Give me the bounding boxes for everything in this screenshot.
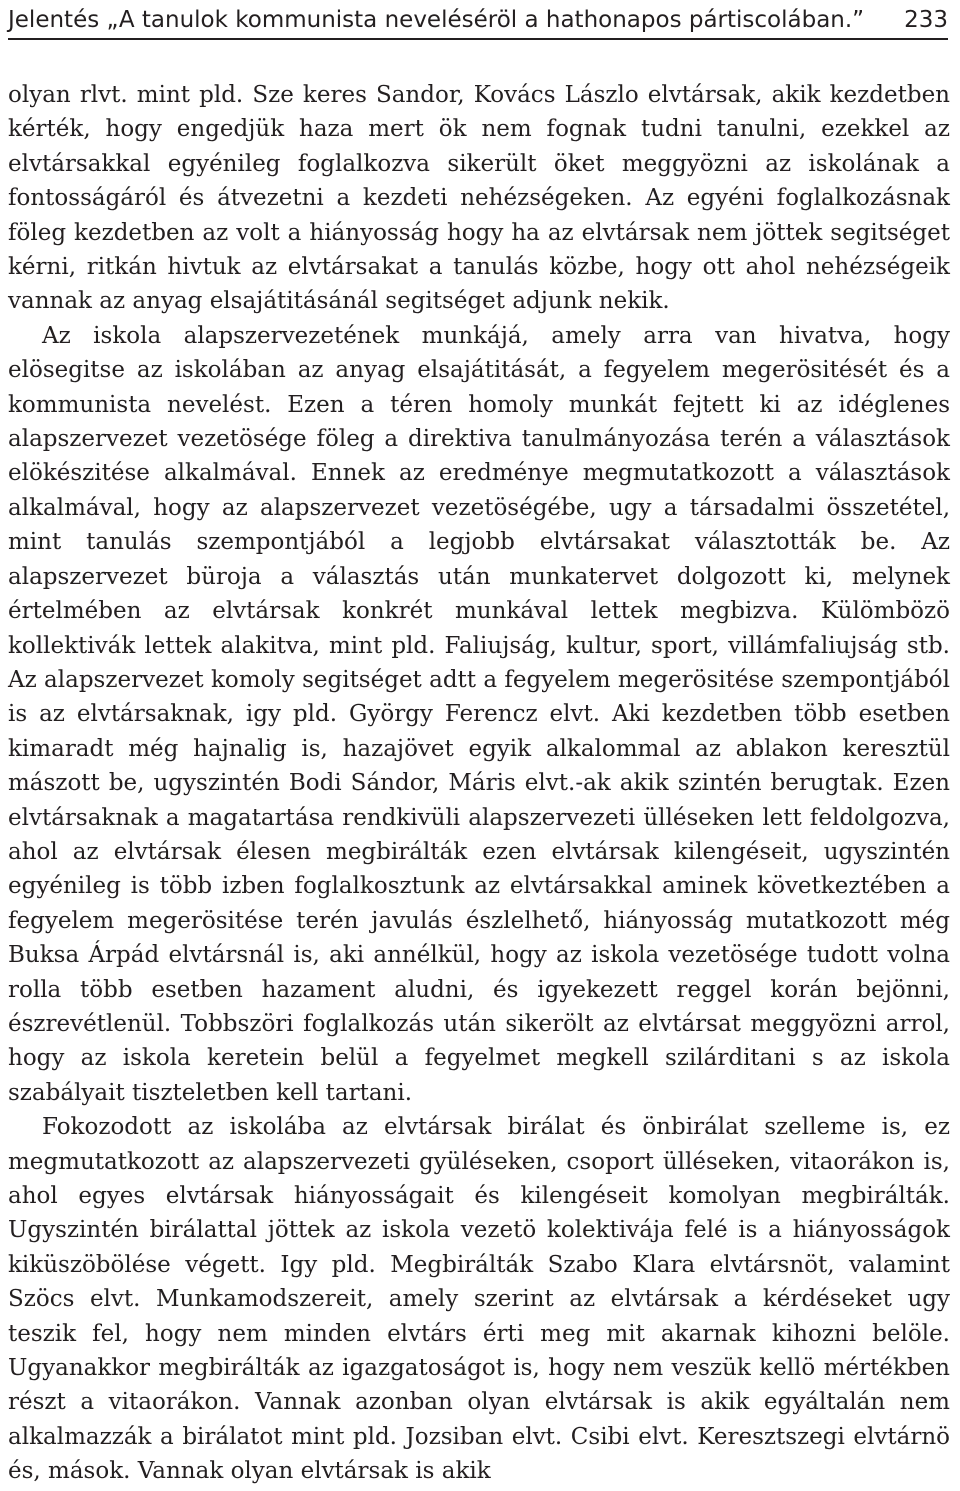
paragraph: Fokozodott az iskolába az elvtársak birálat és önbirálat szelleme is, ez megmutatkozott az alapszervezeti gyüléseken, csoport ülléseken, vitaorákon is, ahol egyes elvtársak hiányosságait és kilengéseit komolyan megbirálták. Ugyszintén birálattal jöttek az iskola vezetö kolektivája felé is a hiányosságok kiküszöbölése végett. Igy pld. Megbirálták Szabo Klara elvtársnöt, valamint Szöcs elvt. Munkamodszereit, amely szerint az elvtársak a kérdéseket ugy teszik fel, hogy nem minden elvtárs érti meg mit akarnak kihozni belöle. Ugyanakkor megbirálták az igazgatoságot is, hogy nem veszük kellö mértékben részt a vitaorákon. Vannak azonban olyan elvtársak is akik egyáltalán nem alkalmazzák a birálatot mint pld. Jozsiban elvt. Csibi elvt. Keresztszegi elvtárnö és, mások. Vannak olyan elvtársak is akik — [8, 1114, 950, 1485]
page-number: 233 — [904, 7, 948, 33]
paragraph-continued: olyan rlvt. mint pld. Sze keres Sandor, Kovács Lászlo elvtársak, akik kezdetben kérték, hogy engedjük haza mert ök nem fognak tudni tanulni, ezekkel az elvtársakkal egyénileg foglalkozva sikerült öket meggyözni az iskolának a fontosságáról és átvezetni a kezdeti nehézségeken. Az egyéni foglalkozásnak föleg kezdetben az volt a hiányosság hogy ha az elvtársak nem jöttek segitséget kérni, ritkán hivtuk az elvtársakat a tanulás közbe, hogy ott ahol nehézségeik vannak az anyag elsajátitásánál segitséget adjunk nekik. — [8, 82, 950, 315]
running-title: Jelentés „A tanulok kommunista neveléséröl a hathonapos pártiscolában.” — [8, 7, 865, 33]
body-text — [8, 78, 950, 1489]
paragraph: Az iskola alapszervezetének munkájá, amely arra van hivatva, hogy elösegitse az iskolában az anyag elsajátitását, a fegyelem megerösitését és a kommunista nevelést. Ezen a téren homoly munkát fejtett ki az idéglenes alapszervezet vezetösége föleg a direktiva tanulmányozása terén a választások elökészitése alkalmával. Ennek az eredménye megmutatkozott a választások alkalmával, hogy az alapszervezet vezetöségébe, ugy a társadalmi összetétel, mint tanulás szempontjából a legjobb elvtársakat választották be. Az alapszervezet büroja a választás után munkatervet dolgozott ki, melynek értelmében az elvtársak konkrét munkával lettek megbizva. Külömbözö kollektivák lettek alakitva, mint pld. Faliujság, kultur, sport, villámfaliujság stb. Az alapszervezet komoly segitséget adtt a fegyelem megerösitése szempontjából is az elvtársaknak, igy pld. György Ferencz elvt. Aki kezdetben több esetben kimaradt még hajnalig is, hazajövet egyik alkalommal az ablakon keresztül mászott be, ugyszintén Bodi Sándor, Máris elvt.-ak akik szintén berugtak. Ezen elvtársaknak a magatartása rendkivüli alapszervezeti ülléseken lett feldolgozva, ahol az elvtársak élesen megbirálták ezen elvtársak kilengéseit, ugyszintén egyénileg is több izben foglalkosztunk az elvtársakkal aminek következtében a fegyelem megerösitése terén javulás észlelhető, hiányosság mutatkozott még Buksa Árpád elvtársnál is, aki annélkül, hogy az iskola vezetösége tudott volna rolla több esetben hazament aludni, és igyekezett reggel korán bejönni, észrevétlenül. Tobbszöri foglalkozás után sikerölt az elvtársat meggyözni arrol, hogy az iskola keretein belül a fegyelmet megkell szilárditani s az iskola szabályait tiszteletben kell tartani. — [8, 322, 950, 1106]
header-rule — [8, 38, 948, 40]
running-header — [8, 2, 948, 38]
